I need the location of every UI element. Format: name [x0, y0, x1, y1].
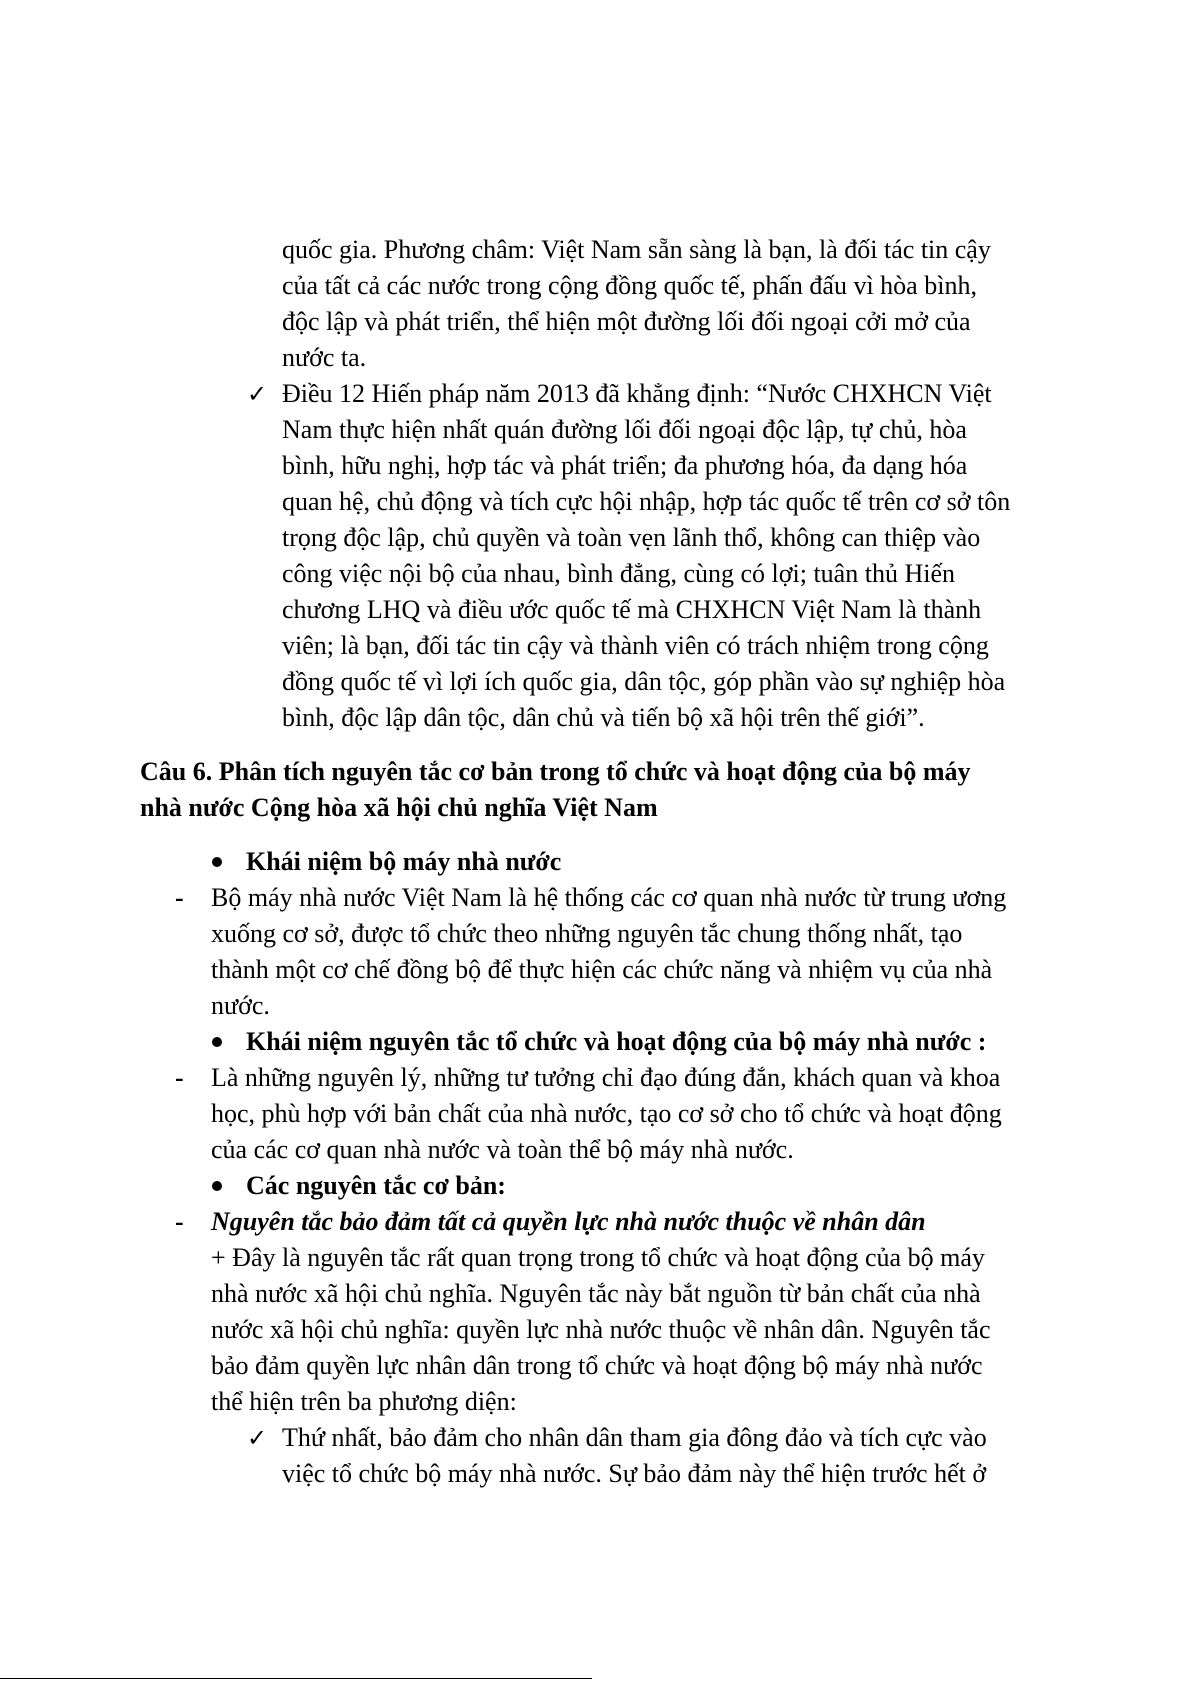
- first-aspect-item: [282, 1420, 987, 1492]
- text-line: học, phù hợp với bản chất của nhà nước, tạo cơ sở cho tổ chức và hoạt động: [211, 1099, 1002, 1128]
- text-line: việc tổ chức bộ máy nhà nước. Sự bảo đảm này thể hiện trước hết ở: [282, 1459, 987, 1488]
- dash-marker: -: [175, 1207, 184, 1236]
- principle-1-explanation: [211, 1240, 991, 1420]
- state-apparatus-definition: [211, 880, 1006, 1024]
- bullet-title-principles-concept: [246, 1024, 986, 1060]
- text-line: nước ta.: [282, 343, 367, 372]
- text-line: chương LHQ và điều ước quốc tế mà CHXHCN Việt Nam là thành: [282, 595, 982, 624]
- text-line: xuống cơ sở, được tổ chức theo những nguyên tắc chung thống nhất, tạo: [211, 919, 963, 948]
- text-line: Điều 12 Hiến pháp năm 2013 đã khẳng định: “Nước CHXHCN Việt: [282, 379, 992, 408]
- bullet-icon: [212, 1181, 222, 1191]
- question-heading: [140, 754, 971, 826]
- bullet-title-state-apparatus: [246, 844, 561, 880]
- checkmark-icon: ✓: [247, 380, 268, 408]
- text-line: viên; là bạn, đối tác tin cậy và thành viên có trách nhiệm trong cộng: [282, 631, 989, 660]
- continuation-paragraph: [282, 232, 991, 376]
- dash-marker: -: [175, 1063, 184, 1092]
- footer-separator: [0, 1678, 592, 1679]
- text-line: bảo đảm quyền lực nhân dân trong tổ chức và hoạt động bộ máy nhà nước: [211, 1351, 983, 1380]
- bullet-title: Khái niệm nguyên tắc tổ chức và hoạt động của bộ máy nhà nước :: [246, 1027, 987, 1056]
- text-line: công việc nội bộ của nhau, bình đẳng, cùng có lợi; tuân thủ Hiến: [282, 559, 955, 588]
- article-12-item: [282, 376, 1010, 736]
- heading-line: nhà nước Cộng hòa xã hội chủ nghĩa Việt Nam: [140, 793, 658, 822]
- text-line: nước.: [211, 991, 270, 1020]
- text-line: quốc gia. Phương châm: Việt Nam sẵn sàng là bạn, là đối tác tin cậy: [282, 235, 991, 264]
- text-line: trọng độc lập, chủ quyền và toàn vẹn lãnh thổ, không can thiệp vào: [282, 523, 981, 552]
- dash-marker: -: [175, 883, 184, 912]
- bullet-title: Khái niệm bộ máy nhà nước: [246, 847, 562, 876]
- text-line: của tất cả các nước trong cộng đồng quốc tế, phấn đấu vì hòa bình,: [282, 271, 977, 300]
- text-line: nước xã hội chủ nghĩa: quyền lực nhà nước thuộc về nhân dân. Nguyên tắc: [211, 1315, 991, 1344]
- principle-1-title: [211, 1204, 926, 1240]
- checkmark-icon: ✓: [247, 1424, 268, 1452]
- text-line: Là những nguyên lý, những tư tưởng chỉ đạo đúng đắn, khách quan và khoa: [211, 1063, 1001, 1092]
- principles-concept-definition: [211, 1060, 1002, 1168]
- text-line: Nam thực hiện nhất quán đường lối đối ngoại độc lập, tự chủ, hòa: [282, 415, 967, 444]
- text-line: nhà nước xã hội chủ nghĩa. Nguyên tắc này bắt nguồn từ bản chất của nhà: [211, 1279, 981, 1308]
- bullet-title: Các nguyên tắc cơ bản:: [246, 1171, 506, 1200]
- text-line: thành một cơ chế đồng bộ để thực hiện các chức năng và nhiệm vụ của nhà: [211, 955, 993, 984]
- text-line: thể hiện trên ba phương diện:: [211, 1387, 517, 1416]
- text-line: độc lập và phát triển, thể hiện một đường lối đối ngoại cởi mở của: [282, 307, 971, 336]
- text-line: Bộ máy nhà nước Việt Nam là hệ thống các cơ quan nhà nước từ trung ương: [211, 883, 1007, 912]
- text-line: + Đây là nguyên tắc rất quan trọng trong tổ chức và hoạt động của bộ máy: [211, 1243, 985, 1272]
- text-line: của các cơ quan nhà nước và toàn thể bộ máy nhà nước.: [211, 1135, 794, 1164]
- bullet-icon: [212, 1037, 222, 1047]
- principle-title: Nguyên tắc bảo đảm tất cả quyền lực nhà nước thuộc về nhân dân: [211, 1207, 926, 1236]
- text-line: Thứ nhất, bảo đảm cho nhân dân tham gia đông đảo và tích cực vào: [282, 1423, 987, 1452]
- text-line: đồng quốc tế vì lợi ích quốc gia, dân tộc, góp phần vào sự nghiệp hòa: [282, 667, 1006, 696]
- bullet-icon: [212, 857, 222, 867]
- text-line: quan hệ, chủ động và tích cực hội nhập, hợp tác quốc tế trên cơ sở tôn: [282, 487, 1011, 516]
- heading-line: Câu 6. Phân tích nguyên tắc cơ bản trong tổ chức và hoạt động của bộ máy: [140, 757, 971, 786]
- text-line: bình, độc lập dân tộc, dân chủ và tiến bộ xã hội trên thế giới”.: [282, 703, 925, 732]
- text-line: bình, hữu nghị, hợp tác và phát triển; đa phương hóa, đa dạng hóa: [282, 451, 968, 480]
- bullet-title-basic-principles: [246, 1168, 506, 1204]
